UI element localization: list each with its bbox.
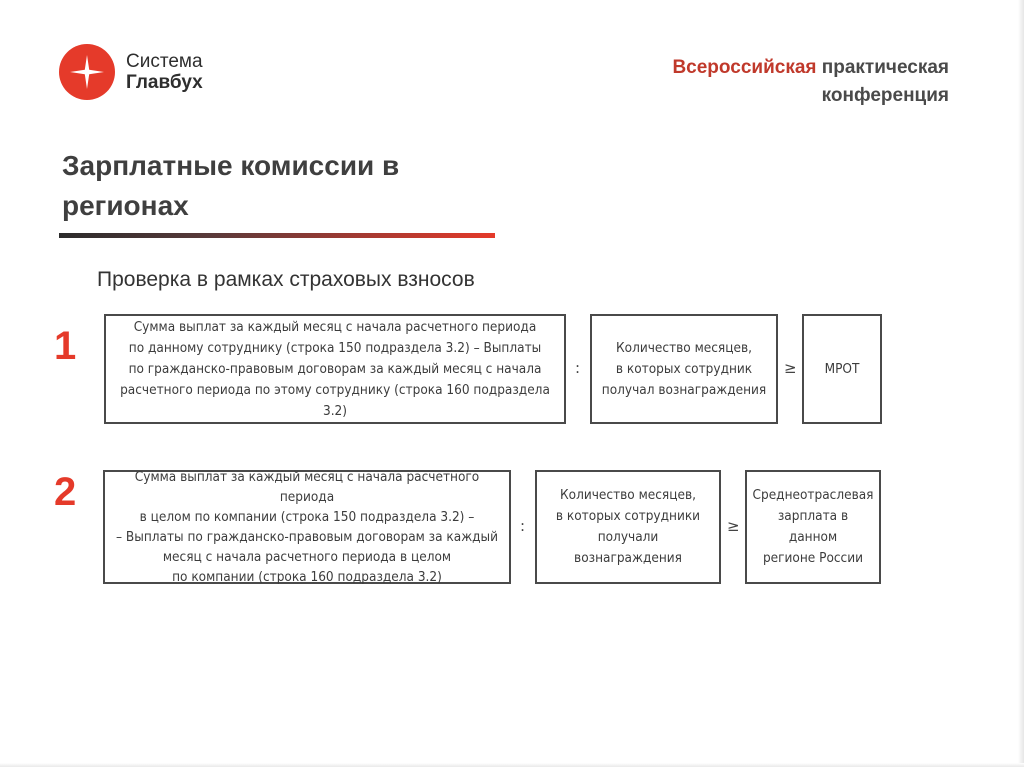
formula-2-denominator-line: получали вознаграждения: [574, 529, 682, 566]
formula-2-denominator-line: Количество месяцев,: [560, 487, 696, 503]
logo-text-line1: Система: [126, 51, 203, 72]
formula-2-divide-sign: :: [520, 517, 526, 535]
formula-1-result-box: [802, 314, 882, 424]
slide-edge-shadow: [1018, 0, 1024, 767]
sparkle-logo-icon: [59, 44, 115, 100]
formula-2-compare-sign: ≥: [727, 517, 740, 535]
formula-2-denominator-box: [535, 470, 721, 584]
formula-2-numerator-line: месяц с начала расчетного периода в целом: [162, 549, 452, 565]
title-underline: [59, 233, 495, 238]
formula-2-numerator-line: в целом по компании (строка 150 подраздела 3.2) –: [139, 509, 475, 525]
formula-1-numerator-line: расчетного периода по этому сотруднику (строка 160 подраздела 3.2): [120, 381, 550, 419]
slide-bottom-shadow: [0, 763, 1024, 767]
formula-1-denominator-line: в которых сотрудник: [615, 360, 753, 377]
formula-2-numerator-line: Сумма выплат за каждый месяц с начала расчетного периода: [134, 469, 480, 505]
slide-title: Зарплатные комиссии в регионах: [62, 150, 400, 221]
formula-2-result-line: регионе России: [762, 550, 864, 566]
formula-2-denominator-line: в которых сотрудники: [555, 508, 701, 524]
formula-1-numerator-line: Сумма выплат за каждый месяц с начала расчетного периода: [133, 318, 537, 335]
conference-accent-word: Всероссийская: [672, 57, 817, 78]
formula-1-numerator-line: по гражданско-правовым договорам за каждый месяц с начала: [128, 360, 542, 377]
logo-text-line2: Главбух: [126, 72, 203, 93]
formula-1-denominator-line: Количество месяцев,: [616, 339, 752, 356]
formula-2-result-box: [745, 470, 881, 584]
formula-2-numerator-line: по компании (строка 160 подраздела 3.2): [172, 569, 442, 585]
formula-2-result-line: Среднеотраслевая: [752, 487, 874, 503]
formula-2-numerator-box: [103, 470, 511, 584]
formula-1-denominator-box: [590, 314, 778, 424]
formula-1-numerator-box: [104, 314, 566, 424]
formula-1-denominator-line: получал вознаграждения: [601, 381, 767, 398]
brand-logo: [59, 44, 203, 100]
conference-word-3: конференция: [821, 85, 949, 106]
formula-1-compare-sign: ≥: [784, 359, 797, 377]
formula-1-numerator-line: по данному сотруднику (строка 150 подраздела 3.2) – Выплаты: [128, 339, 542, 356]
formula-1-divide-sign: :: [575, 359, 581, 377]
conference-header: [672, 54, 949, 110]
formula-1-result-text: МРОТ: [824, 360, 860, 377]
formula-2-result-line: зарплата в данном: [777, 508, 849, 545]
formula-1-number: 1: [54, 324, 77, 368]
slide-subtitle: Проверка в рамках страховых взносов: [97, 268, 475, 291]
formula-2-number: 2: [54, 470, 77, 514]
conference-word-2: практическая: [821, 57, 949, 78]
formula-2-numerator-line: – Выплаты по гражданско-правовым договорам за каждый: [115, 529, 499, 545]
